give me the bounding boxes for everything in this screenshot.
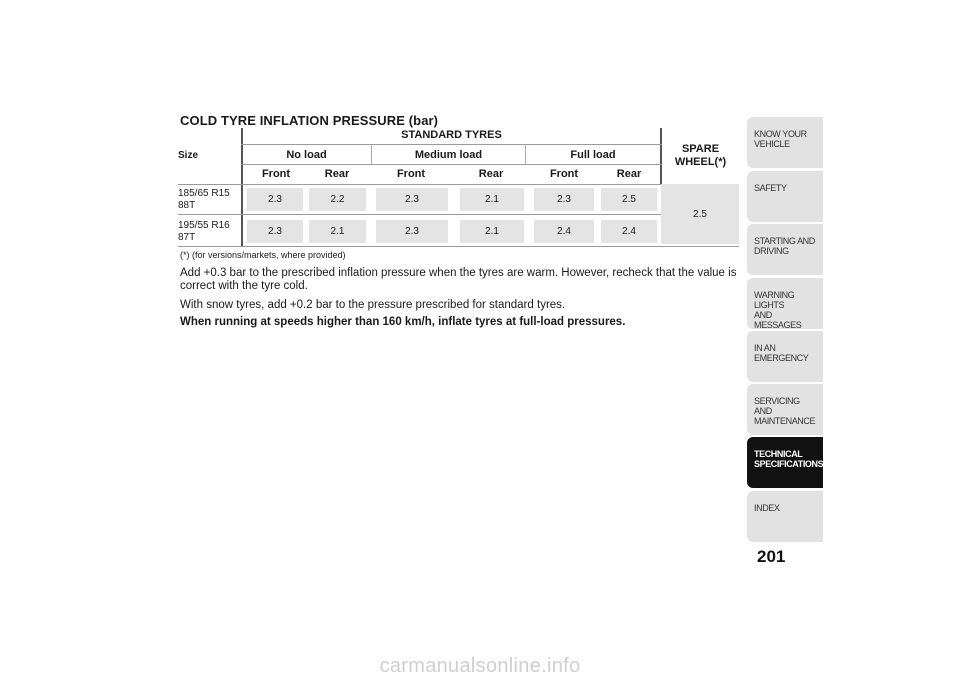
group-header: Medium load [414, 149, 483, 161]
tab-label: SPECIFICATIONS [754, 459, 824, 469]
pressure-cell: 2.4 [601, 220, 657, 243]
tab-label: KNOW YOUR [754, 129, 807, 139]
group-header: Full load [570, 149, 616, 161]
tab-in-an-emergency[interactable] [747, 331, 823, 382]
subheader: Rear [478, 168, 504, 180]
tab-warning-lights[interactable] [747, 278, 823, 329]
tab-know-your-vehicle[interactable] [747, 117, 823, 168]
tyre-size-label [178, 188, 230, 212]
section-title: COLD TYRE INFLATION PRESSURE (bar) [180, 113, 439, 128]
pressure-cell: 2.1 [460, 188, 524, 211]
page-number: 201 [757, 547, 786, 566]
tab-label: SERVICING AND [754, 396, 800, 416]
spare-header-line1: SPARE [681, 143, 720, 155]
tyre-load-index: 88T [178, 200, 196, 211]
tab-label: SAFETY [754, 183, 787, 193]
tab-label: AND MESSAGES [754, 310, 802, 330]
pressure-cell: 2.3 [247, 188, 303, 211]
spare-wheel-value: 2.5 [661, 184, 739, 244]
subheader: Front [261, 168, 291, 180]
table-footnote: (*) (for versions/markets, where provided) [180, 250, 346, 260]
pressure-cell: 2.3 [534, 188, 594, 211]
pressure-cell: 2.3 [376, 188, 448, 211]
tab-label: IN AN EMERGENCY [754, 343, 809, 363]
table-divider [241, 128, 243, 247]
tab-label: TECHNICAL [754, 449, 803, 459]
pressure-cell: 2.1 [309, 220, 366, 243]
table-rule [178, 184, 739, 185]
tyre-size-line: 185/65 R15 [178, 188, 230, 199]
site-watermark: carmanualsonline.info [379, 655, 581, 677]
subheader: Rear [324, 168, 350, 180]
tab-technical-specifications[interactable] [747, 437, 823, 488]
pressure-cell: 2.4 [534, 220, 594, 243]
pressure-cell: 2.5 [601, 188, 657, 211]
pressure-cell: 2.3 [376, 220, 448, 243]
spare-header-line2: WHEEL(*) [674, 156, 727, 168]
table-rule [241, 144, 662, 145]
table-rule [241, 164, 662, 165]
table-rule [178, 214, 661, 215]
high-speed-note: When running at speeds higher than 160 km/h, inflate tyres at full-load pressures. [180, 316, 626, 328]
size-column-header: Size [178, 150, 199, 161]
tyre-load-index: 87T [178, 232, 196, 243]
tyre-size-line: 195/55 R16 [178, 220, 230, 231]
tab-label: VEHICLE [754, 139, 790, 149]
subheader: Front [549, 168, 579, 180]
subheader: Rear [616, 168, 642, 180]
subheader: Front [396, 168, 426, 180]
table-rule [178, 246, 739, 247]
pressure-cell: 2.3 [247, 220, 303, 243]
tab-starting-and-driving[interactable] [747, 224, 823, 275]
spare-wheel-header [662, 143, 739, 169]
warm-tyres-note: Add +0.3 bar to the prescribed inflation pressure when the tyres are warm. However, recheck that the value is correct with the tyre cold. [180, 267, 737, 292]
tab-label: DRIVING [754, 246, 789, 256]
tyre-size-label [178, 220, 230, 244]
tab-label: WARNING LIGHTS [754, 290, 795, 310]
pressure-cell: 2.2 [309, 188, 366, 211]
tab-label: STARTING AND [754, 236, 815, 246]
tab-label: INDEX [754, 503, 780, 513]
tab-safety[interactable] [747, 171, 823, 222]
tab-label: MAINTENANCE [754, 416, 816, 426]
standard-tyres-header: STANDARD TYRES [401, 129, 502, 141]
tab-index[interactable] [747, 491, 823, 542]
group-header: No load [286, 149, 327, 161]
pressure-cell: 2.1 [460, 220, 524, 243]
tab-servicing-and-maintenance[interactable] [747, 384, 823, 435]
tyre-pressure-table [178, 128, 739, 247]
snow-tyres-note: With snow tyres, add +0.2 bar to the pressure prescribed for standard tyres. [180, 299, 566, 311]
